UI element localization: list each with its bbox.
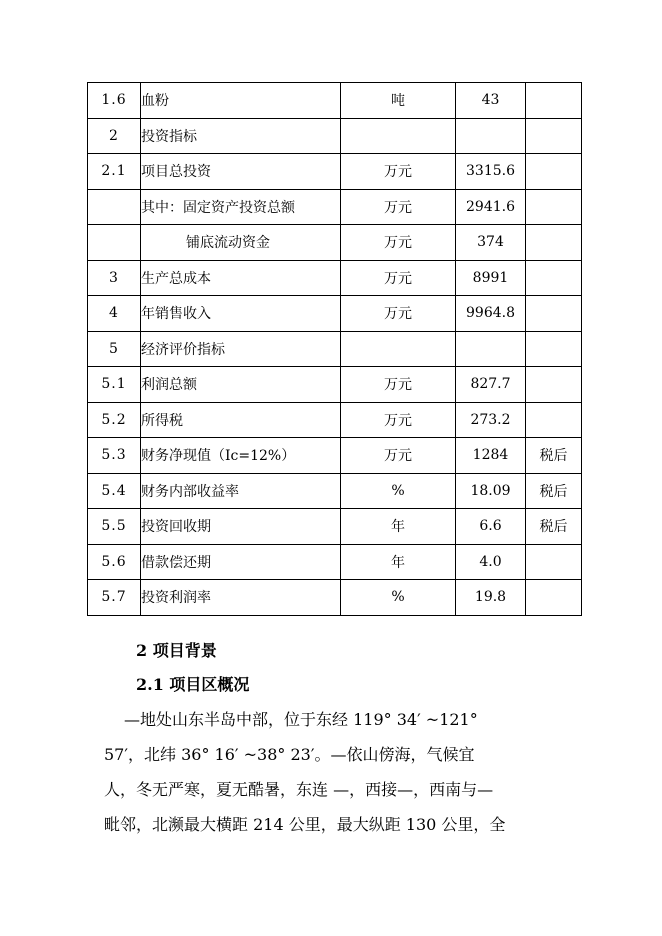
value-cell: 3315.6	[456, 154, 526, 190]
table-row	[88, 473, 582, 509]
note-cell: 税后	[526, 509, 582, 545]
value-cell: 18.09	[456, 473, 526, 509]
value-cell: 19.8	[456, 580, 526, 616]
row-number-cell: 5.3	[88, 438, 141, 474]
row-number-cell: 3	[88, 260, 141, 296]
table-row	[88, 402, 582, 438]
item-name-cell: 财务内部收益率	[141, 473, 341, 509]
row-number-cell: 4	[88, 296, 141, 332]
unit-cell: 吨	[341, 83, 456, 119]
note-cell	[526, 331, 582, 367]
value-cell: 8991	[456, 260, 526, 296]
item-name-cell: 经济评价指标	[141, 331, 341, 367]
table-row	[88, 118, 582, 154]
row-number-cell: 5.1	[88, 367, 141, 403]
note-cell	[526, 260, 582, 296]
item-name-cell: 财务净现值（Ic=12%）	[141, 438, 341, 474]
value-cell: 1284	[456, 438, 526, 474]
note-cell	[526, 189, 582, 225]
table-row	[88, 331, 582, 367]
item-name-cell: 投资指标	[141, 118, 341, 154]
indicator-table	[87, 82, 582, 616]
note-cell	[526, 367, 582, 403]
unit-cell: 万元	[341, 402, 456, 438]
value-cell	[456, 118, 526, 154]
paragraph-line: 人，冬无严寒，夏无酷暑，东连 —，西接—，西南与—	[104, 780, 494, 799]
item-name-cell: 血粉	[141, 83, 341, 119]
value-cell: 6.6	[456, 509, 526, 545]
row-number-cell: 5.4	[88, 473, 141, 509]
paragraph-line: —地处山东半岛中部，位于东经 119° 34′ ~121°	[124, 710, 478, 729]
value-cell: 374	[456, 225, 526, 261]
paragraph-line: 57′，北纬 36° 16′ ~38° 23′。—依山傍海，气候宜	[104, 745, 475, 764]
value-cell: 43	[456, 83, 526, 119]
section-heading: 2 项目背景	[136, 641, 217, 660]
note-cell	[526, 118, 582, 154]
indicator-table-body	[88, 83, 582, 616]
table-row	[88, 367, 582, 403]
item-name-cell: 生产总成本	[141, 260, 341, 296]
item-name-cell: 投资回收期	[141, 509, 341, 545]
note-cell	[526, 580, 582, 616]
table-row	[88, 225, 582, 261]
body-paragraph	[104, 702, 554, 842]
value-cell: 2941.6	[456, 189, 526, 225]
note-cell	[526, 296, 582, 332]
table-row	[88, 296, 582, 332]
unit-cell: 万元	[341, 260, 456, 296]
item-name-cell: 投资利润率	[141, 580, 341, 616]
unit-cell: 万元	[341, 296, 456, 332]
item-name-cell: 年销售收入	[141, 296, 341, 332]
table-row	[88, 580, 582, 616]
unit-cell	[341, 118, 456, 154]
note-cell	[526, 83, 582, 119]
table-row	[88, 83, 582, 119]
row-number-cell	[88, 225, 141, 261]
unit-cell: %	[341, 473, 456, 509]
unit-cell: 万元	[341, 367, 456, 403]
note-cell: 税后	[526, 438, 582, 474]
note-cell	[526, 402, 582, 438]
value-cell: 273.2	[456, 402, 526, 438]
value-cell	[456, 331, 526, 367]
item-name-cell: 利润总额	[141, 367, 341, 403]
value-cell: 9964.8	[456, 296, 526, 332]
item-name-cell: 其中：固定资产投资总额	[141, 189, 341, 225]
note-cell: 税后	[526, 473, 582, 509]
unit-cell: 年	[341, 544, 456, 580]
item-name-cell: 所得税	[141, 402, 341, 438]
unit-cell	[341, 331, 456, 367]
table-row	[88, 544, 582, 580]
table-row	[88, 438, 582, 474]
note-cell	[526, 225, 582, 261]
unit-cell: 万元	[341, 154, 456, 190]
row-number-cell: 5	[88, 331, 141, 367]
note-cell	[526, 154, 582, 190]
subsection-heading: 2.1 项目区概况	[136, 675, 250, 694]
table-row	[88, 509, 582, 545]
table-row	[88, 260, 582, 296]
unit-cell: 万元	[341, 189, 456, 225]
unit-cell: 年	[341, 509, 456, 545]
unit-cell: 万元	[341, 438, 456, 474]
item-name-cell: 借款偿还期	[141, 544, 341, 580]
paragraph-line: 毗邻，北濒最大横距 214 公里，最大纵距 130 公里，全	[104, 815, 506, 834]
unit-cell: 万元	[341, 225, 456, 261]
row-number-cell: 1.6	[88, 83, 141, 119]
row-number-cell: 5.2	[88, 402, 141, 438]
table-row	[88, 189, 582, 225]
row-number-cell: 5.7	[88, 580, 141, 616]
row-number-cell: 2.1	[88, 154, 141, 190]
row-number-cell: 5.5	[88, 509, 141, 545]
value-cell: 4.0	[456, 544, 526, 580]
table-row	[88, 154, 582, 190]
unit-cell: %	[341, 580, 456, 616]
value-cell: 827.7	[456, 367, 526, 403]
note-cell	[526, 544, 582, 580]
row-number-cell	[88, 189, 141, 225]
row-number-cell: 5.6	[88, 544, 141, 580]
item-name-cell: 项目总投资	[141, 154, 341, 190]
item-name-cell: 铺底流动资金	[141, 225, 341, 261]
row-number-cell: 2	[88, 118, 141, 154]
